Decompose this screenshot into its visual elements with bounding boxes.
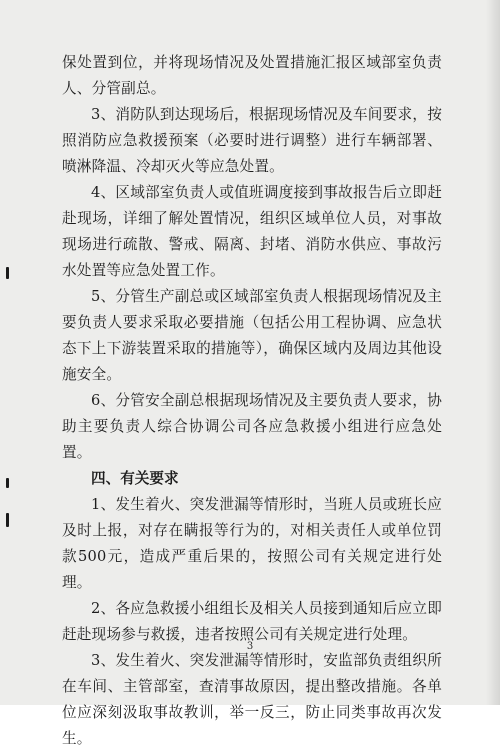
- section-heading: 四、有关要求: [91, 470, 179, 487]
- scan-binding-mark: [6, 267, 9, 279]
- paragraph-item-4: 4、区域部室负责人或值班调度接到事故报告后立即赶赴现场，详细了解处置情况，组织区域单位人员，对事故现场进行疏散、警戒、隔离、封堵、消防水供应、事故污水处置等应急处置工作。: [62, 184, 442, 279]
- paragraph-item-6: 6、分管安全副总根据现场情况及主要负责人要求，协助主要负责人综合协调公司各应急救援小组进行应急处置。: [62, 392, 442, 461]
- paragraph-continuation: 保处置到位，并将现场情况及处置措施汇报区域部室负责人、分管副总。: [62, 54, 442, 97]
- requirement-item-3: 3、发生着火、突发泄漏等情形时，安监部负责组织所在车间、主管部室，查清事故原因，提出整改措施。各单位应深刻汲取事故教训，举一反三，防止同类事故再次发生。: [62, 652, 442, 747]
- paragraph-item-3: 3、消防队到达现场后，根据现场情况及车间要求，按照消防应急救援预案（必要时进行调整）进行车辆部署、喷淋降温、冷却灭火等应急处置。: [62, 106, 442, 175]
- page-number: 3: [246, 641, 254, 652]
- requirement-item-2: 2、各应急救援小组组长及相关人员接到通知后应立即赶赴现场参与救援，违者按照公司有关规定进行处理。: [62, 600, 442, 643]
- page-edge-shadow: [486, 0, 500, 705]
- scan-binding-mark: [6, 513, 9, 527]
- paragraph-item-5: 5、分管生产副总或区域部室负责人根据现场情况及主要负责人要求采取必要措施（包括公用工程协调、应急状态下上下游装置采取的措施等），确保区域内及周边其他设施安全。: [62, 288, 442, 383]
- scan-binding-mark: [6, 478, 9, 488]
- requirement-item-1: 1、发生着火、突发泄漏等情形时，当班人员或班长应及时上报，对存在瞒报等行为的，对相关责任人或单位罚款500元，造成严重后果的，按照公司有关规定进行处理。: [62, 496, 442, 591]
